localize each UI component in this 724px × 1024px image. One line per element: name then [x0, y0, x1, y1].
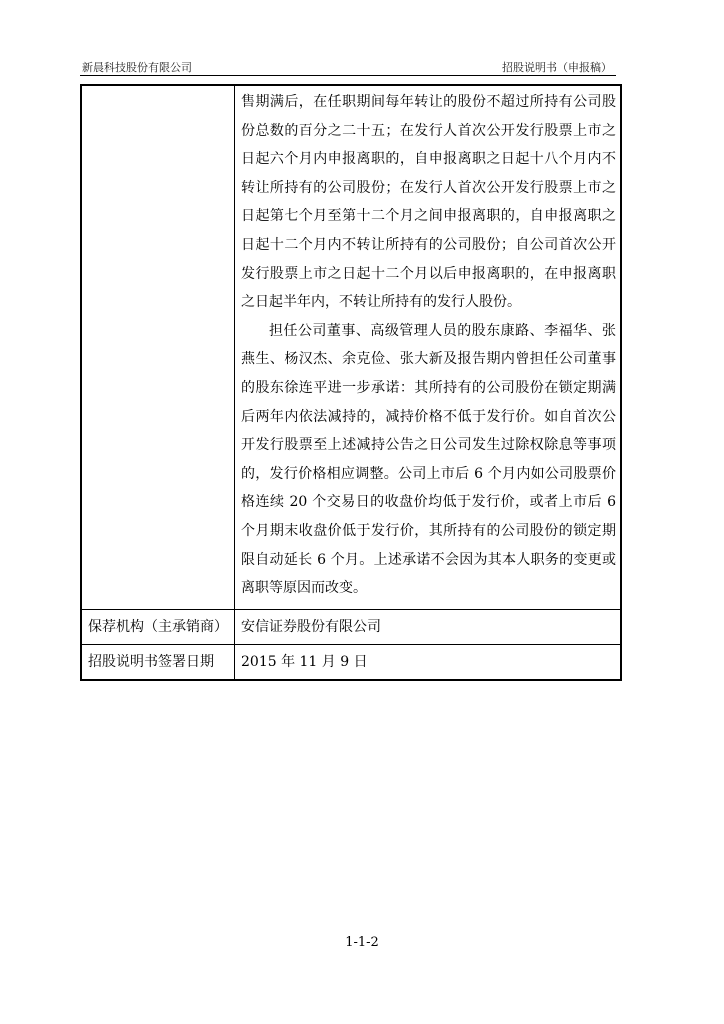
- table-row: [81, 85, 621, 609]
- sponsor-value: 安信证券股份有限公司: [235, 609, 622, 644]
- commitment-paragraph-2: 担任公司董事、高级管理人员的股东康路、李福华、张燕生、杨汉杰、余克俭、张大新及报告期内曾担任公司董事的股东徐连平进一步承诺：其所持有的公司股份在锁定期满后两年内依法减持的，减持价格不低于发行价。如自首次公开发行股票至上述减持公告之日公司发生过除权除息等事项的，发行价格相应调整。公司上市后 6 个月内如公司股票价格连续 20 个交易日的收盘价均低于发行价，或者上市后 6 个月期末收盘价低于发行价，其所持有的公司股份的锁定期限自动延长 6 个月。上述承诺不会因为其本人职务的变更或离职等原因而改变。: [241, 322, 616, 597]
- header-rule: [80, 75, 616, 76]
- info-table: [80, 84, 622, 681]
- sign-date-value: 2015 年 11 月 9 日: [235, 644, 622, 680]
- page-header: [80, 57, 616, 75]
- company-name: 新晨科技股份有限公司: [82, 61, 192, 74]
- document-title: 招股说明书（申报稿）: [502, 61, 612, 74]
- sponsor-label: 保荐机构（主承销商）: [81, 609, 235, 644]
- empty-label-cell: [81, 85, 235, 609]
- commitment-cell: [235, 85, 622, 609]
- commitment-paragraph-1: 售期满后，在任职期间每年转让的股份不超过所持有公司股份总数的百分之二十五；在发行人首次公开发行股票上市之日起六个月内申报离职的，自申报离职之日起十八个月内不转让所持有的公司股份；在发行人首次公开发行股票上市之日起第七个月至第十二个月之间申报离职的，自申报离职之日起十二个月内不转让所持有的公司股份；自公司首次公开发行股票上市之日起十二个月以后申报离职的，在申报离职之日起半年内，不转让所持有的发行人股份。: [241, 94, 616, 311]
- page-number: 1-1-2: [345, 935, 379, 950]
- table-row: [81, 609, 621, 644]
- table-row: [81, 644, 621, 680]
- sign-date-label: 招股说明书签署日期: [81, 644, 235, 680]
